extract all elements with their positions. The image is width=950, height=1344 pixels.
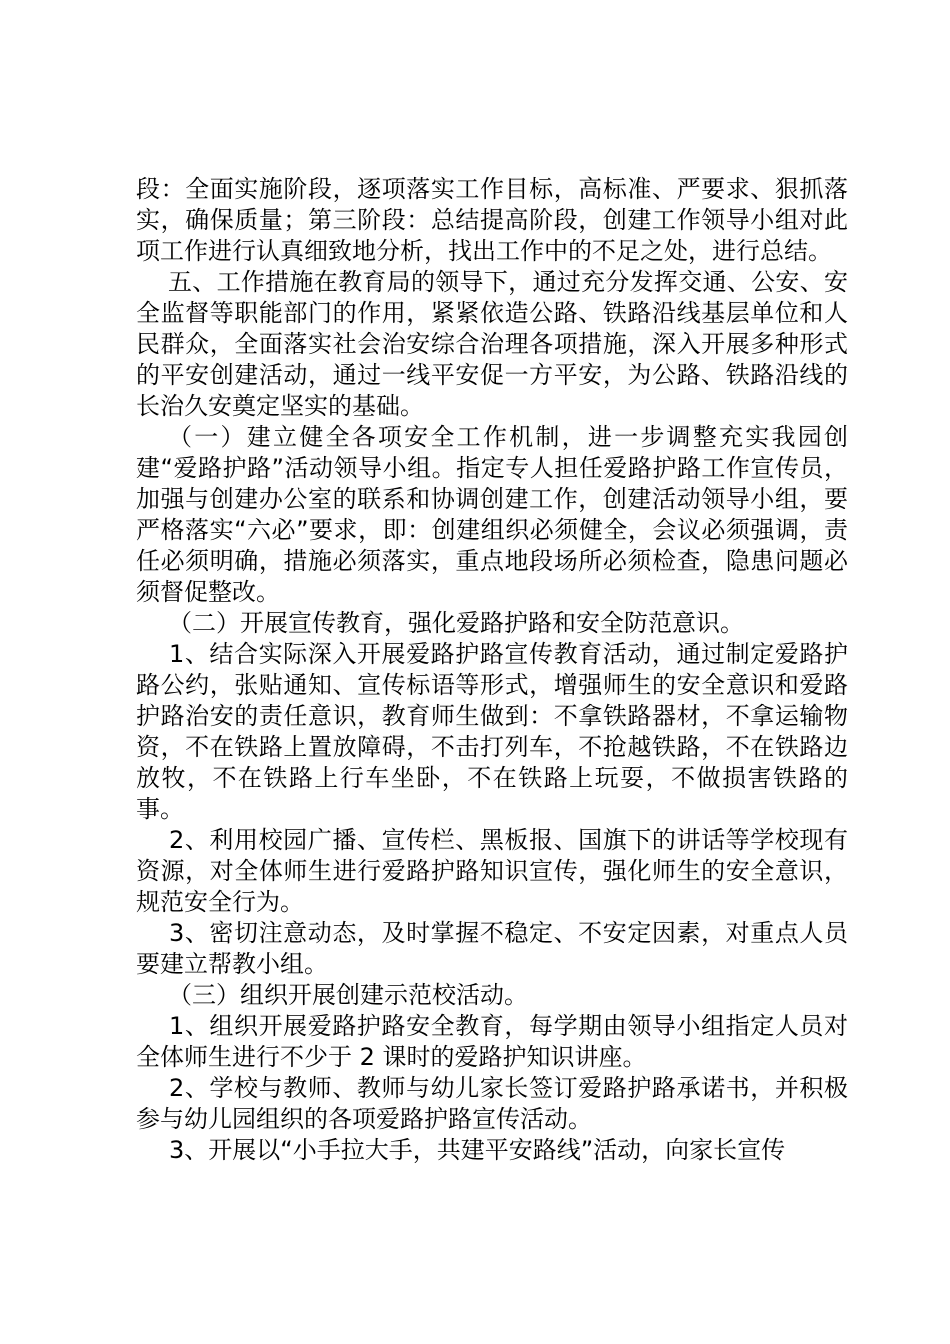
paragraph-section-3-item-3: 3、开展以“小手拉大手，共建平安路线”活动，向家长宣传	[169, 1136, 786, 1164]
document-page	[136, 174, 848, 1166]
paragraph-section-2-item-3: 3、密切注意动态，及时掌握不稳定、不安定因素，对重点人员要建立帮教小组。	[136, 919, 848, 978]
paragraph-section-3-item-2: 2、学校与教师、教师与幼儿家长签订爱路护路承诺书，并积极参与幼儿园组织的各项爱路护路宣传活动。	[136, 1074, 848, 1133]
paragraph-section-3-item-1: 1、组织开展爱路护路安全教育，每学期由领导小组指定人员对全体师生进行不少于 2 课时的爱路护知识讲座。	[136, 1012, 848, 1071]
paragraph-section-2-item-1: 1、结合实际深入开展爱路护路宣传教育活动，通过制定爱路护路公约，张贴通知、宣传标语等形式，增强师生的安全意识和爱路护路治安的责任意识，教育师生做到：不拿铁路器材，不拿运输物资，不在铁路上置放障碍，不击打列车，不抢越铁路，不在铁路边放牧，不在铁路上行车坐卧，不在铁路上玩耍，不做损害铁路的事。	[136, 640, 848, 823]
paragraph-section-2-item-2: 2、利用校园广播、宣传栏、黑板报、国旗下的讲话等学校现有资源，对全体师生进行爱路护路知识宣传，强化师生的安全意识，规范安全行为。	[136, 826, 848, 916]
paragraph-work-measures: 五、工作措施在教育局的领导下，通过充分发挥交通、公安、安全监督等职能部门的作用，紧紧依造公路、铁路沿线基层单位和人民群众，全面落实社会治安综合治理各项措施，深入开展多种形式的平安创建活动，通过一线平安促一方平安，为公路、铁路沿线的长治久安奠定坚实的基础。	[136, 268, 848, 420]
paragraph-phase-continuation: 段：全面实施阶段，逐项落实工作目标，高标准、严要求、狠抓落实，确保质量；第三阶段：总结提高阶段，创建工作领导小组对此项工作进行认真细致地分析，找出工作中的不足之处，进行总结。	[136, 175, 848, 265]
paragraph-section-2-heading: （二）开展宣传教育，强化爱路护路和安全防范意识。	[168, 609, 744, 637]
paragraph-section-3-heading: （三）组织开展创建示范校活动。	[168, 981, 528, 1009]
paragraph-section-1: （一）建立健全各项安全工作机制，进一步调整充实我园创建“爱路护路”活动领导小组。指定专人担任爱路护路工作宣传员，加强与创建办公室的联系和协调创建工作，创建活动领导小组，要严格落实“六必”要求，即：创建组织必须健全，会议必须强调，责任必须明确，措施必须落实，重点地段场所必须检查，隐患问题必须督促整改。	[136, 423, 848, 606]
